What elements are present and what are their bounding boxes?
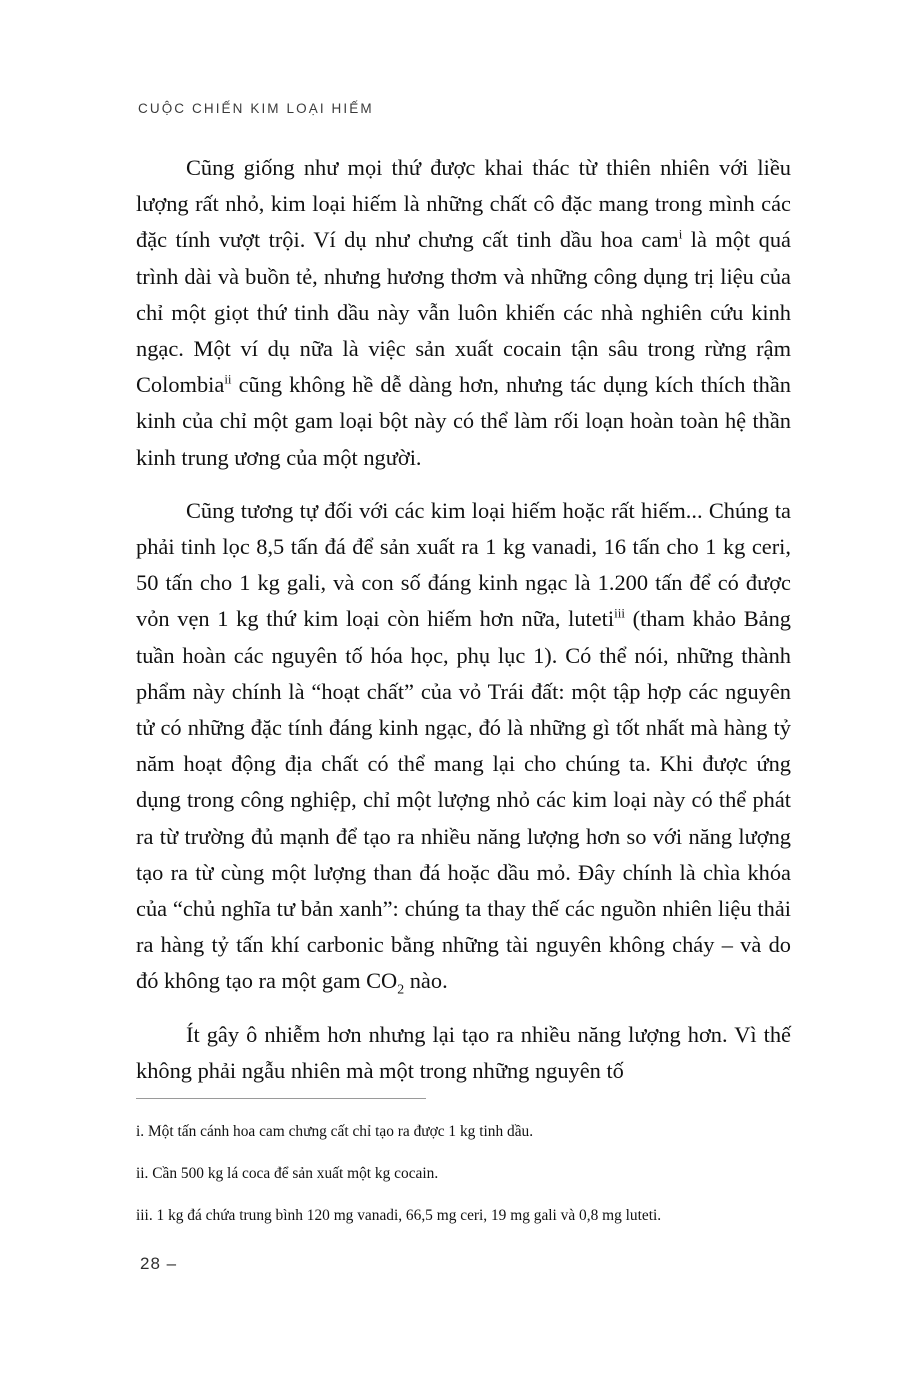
footnote-marker: i xyxy=(678,226,683,242)
page-number: 28 – xyxy=(140,1254,178,1273)
body-paragraph: Cũng giống như mọi thứ được khai thác từ thiên nhiên với liều lượng rất nhỏ, kim loại hiếm là những chất cô đặc mang trong mình các đặc tính vượt trội. Ví dụ như chưng cất tinh dầu hoa cam$^i$ là một quá trình dài và buồn tẻ, nhưng hương thơm và những công dụng trị liệu của chỉ một giọt thứ tinh dầu này vẫn luôn khiến các nhà nghiên cứu kinh ngạc. Một ví dụ nữa là việc sản xuất cocain tận sâu trong rừng rậm Colombia$^{ii}$ cũng không hề dễ dàng hơn, nhưng tác dụng kích thích thần kinh của chỉ một gam loại bột này có thể làm rối loạn hoàn toàn hệ thần kinh trung ương của một người. xyxy=(136,155,791,470)
footnote-separator xyxy=(136,1098,426,1099)
footnote-item: iii. 1 kg đá chứa trung bình 120 mg vanadi, 66,5 mg ceri, 19 mg gali và 0,8 mg luteti. xyxy=(136,1207,662,1224)
footnote-item: i. Một tấn cánh hoa cam chưng cất chỉ tạo ra được 1 kg tinh dầu. xyxy=(136,1123,534,1140)
footnote-section xyxy=(136,1098,791,1227)
footnote-marker: iii xyxy=(614,605,625,621)
chemical-subscript: 2 xyxy=(397,982,405,998)
body-paragraph: Ít gây ô nhiễm hơn nhưng lại tạo ra nhiều năng lượng hơn. Vì thế không phải ngẫu nhiên mà một trong những nguyên tố xyxy=(136,1021,791,1083)
body-text-block xyxy=(136,150,791,1089)
body-paragraph: Cũng tương tự đối với các kim loại hiếm hoặc rất hiếm... Chúng ta phải tinh lọc 8,5 tấn đá để sản xuất ra 1 kg vanadi, 16 tấn cho 1 kg ceri, 50 tấn cho 1 kg gali, và con số đáng kinh ngạc là 1.200 tấn để có được vỏn vẹn 1 kg thứ kim loại còn hiếm hơn nữa, luteti$^{iii}$ (tham khảo Bảng tuần hoàn các nguyên tố hóa học, phụ lục 1). Có thể nói, những thành phẩm này chính là “hoạt chất” của vỏ Trái đất: một tập hợp các nguyên tử có những đặc tính đáng kinh ngạc, đó là những gì tốt nhất mà hàng tỷ năm hoạt động địa chất có thể mang lại cho chúng ta. Khi được ứng dụng trong công nghiệp, chỉ một lượng nhỏ các kim loại này có thể phát ra từ trường đủ mạnh để tạo ra nhiều năng lượng hơn so với năng lượng tạo ra từ cùng một lượng than đá hoặc dầu mỏ. Đây chính là chìa khóa của “chủ nghĩa tư bản xanh”: chúng ta thay thế các nguồn nhiên liệu thải ra hàng tỷ tấn khí carbonic bằng những tài nguyên không cháy – và do đó không tạo ra một gam $CO_2$ nào. xyxy=(136,497,791,998)
running-head: CUỘC CHIẾN KIM LOẠI HIẾM xyxy=(138,101,374,116)
footnote-marker: ii xyxy=(224,371,232,387)
footnote-item: ii. Cần 500 kg lá coca để sản xuất một kg cocain. xyxy=(136,1165,439,1182)
